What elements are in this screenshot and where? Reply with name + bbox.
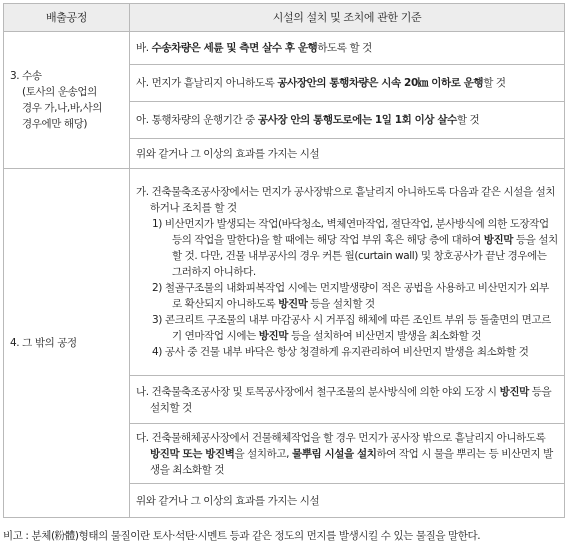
criteria-ga-item-3: 3) 콘크리트 구조물의 내부 마감공사 시 거푸집 해체에 따른 조인트 부위 등 돌출면의 면고르기 연마작업 시에는 방진막 등을 설치하여 비산먼지 발생을 최소화할 것 bbox=[152, 314, 551, 342]
criteria-a: 아. 통행차량의 운행기간 중 공사장 안의 통행도로에는 1일 1회 이상 살수할 것 bbox=[130, 102, 565, 139]
process-cell-other: 4. 그 밖의 공정 bbox=[4, 169, 130, 518]
regulation-table bbox=[3, 3, 565, 518]
criteria-ga-item-2: 2) 철골구조물의 내화피복작업 시에는 먼지발생량이 적은 공법을 사용하고 비산먼지가 외부로 확산되지 아니하도록 방진막 등을 설치할 것 bbox=[152, 282, 549, 310]
table-row bbox=[4, 32, 565, 65]
footnote: 비고 : 분체(粉體)형태의 물질이란 토사·석탄·시멘트 등과 같은 정도의 먼지를 발생시킬 수 있는 물질을 말한다. bbox=[3, 530, 481, 542]
process-note-line: 경우 가,나,바,사의 bbox=[22, 102, 102, 114]
process-note-line: 경우에만 해당) bbox=[22, 118, 88, 130]
header-process: 배출공정 bbox=[4, 4, 130, 32]
criteria-da: 다. 건축물해체공사장에서 건물해체작업을 할 경우 먼지가 공사장 밖으로 흩날리지 아니하도록 방진막 또는 방진벽을 설치하고, 물뿌림 시설을 설치하여 작업 시 물을 뿌리는 등 비산먼지 발생을 최소화할 것 bbox=[130, 424, 565, 484]
criteria-ga-intro: 가. 건축물축조공사장에서는 먼지가 공사장밖으로 흩날리지 아니하도록 다음과 같은 시설을 설치하거나 조치를 할 것 bbox=[136, 186, 556, 214]
criteria-ga-item-1: 1) 비산먼지가 발생되는 작업(바닥청소, 벽체연마작업, 절단작업, 분사방식에 의한 도장작업 등의 작업을 말한다)을 할 때에는 해당 작업 부위 혹은 해당 층에 대하여 방진막 등을 설치할 것. 다만, 건물 내부공사의 경우 커튼 월(curtain wall) 및 창호공사가 끝난 경우에는 그러하지 아니하다. bbox=[152, 218, 558, 278]
criteria-sa: 사. 먼지가 흩날리지 아니하도록 공사장안의 통행차량은 시속 20㎞ 이하로 운행할 것 bbox=[130, 65, 565, 102]
criteria-ga-item-4: 4) 공사 중 건물 내부 바닥은 항상 청결하게 유지관리하여 비산먼지 발생을 최소화할 것 bbox=[152, 346, 529, 358]
process-cell-transport bbox=[4, 32, 130, 169]
criteria-similar-1: 위와 같거나 그 이상의 효과를 가지는 시설 bbox=[130, 139, 565, 169]
table-row bbox=[4, 169, 565, 376]
criteria-na: 나. 건축물축조공사장 및 토목공사장에서 철구조물의 분사방식에 의한 야외 도장 시 방진막 등을 설치할 것 bbox=[130, 376, 565, 424]
header-criteria: 시설의 설치 및 조치에 관한 기준 bbox=[130, 4, 565, 32]
process-note-line: (토사의 운송업의 bbox=[22, 86, 97, 98]
criteria-similar-2: 위와 같거나 그 이상의 효과를 가지는 시설 bbox=[130, 484, 565, 518]
table-header-row bbox=[4, 4, 565, 32]
process-title: 3. 수송 bbox=[10, 70, 42, 82]
criteria-ba: 바. 수송차량은 세륜 및 측면 살수 후 운행하도록 할 것 bbox=[130, 32, 565, 65]
criteria-ga bbox=[130, 169, 565, 376]
